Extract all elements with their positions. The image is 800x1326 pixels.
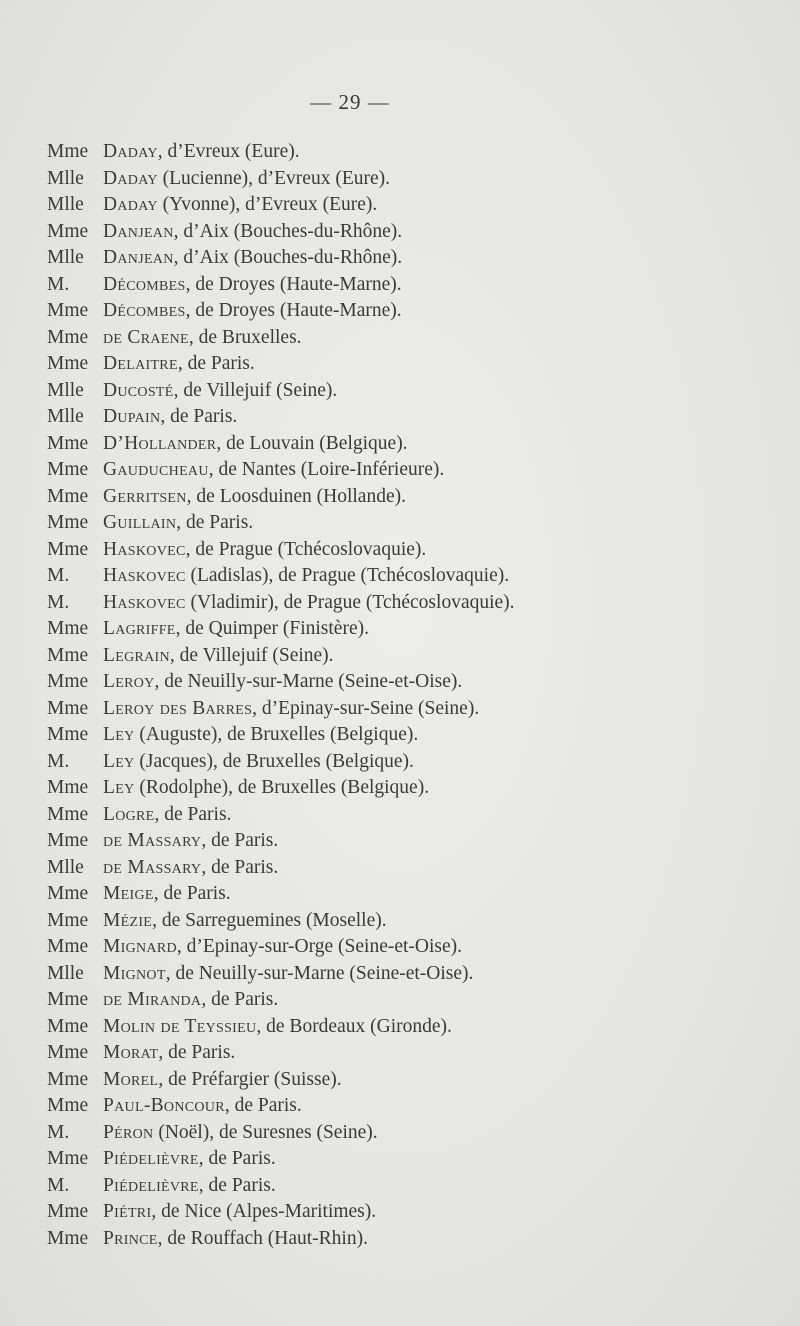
surname: Daday [103, 141, 158, 162]
list-item [47, 510, 515, 537]
honorific: Mlle [47, 247, 84, 268]
list-item [47, 378, 515, 405]
surname: Piétri [103, 1201, 152, 1222]
details: , de Paris. [198, 1174, 276, 1196]
surname: Haskovec [103, 538, 186, 560]
details: , de Villejuif (Seine). [169, 644, 334, 666]
surname: Leroy des Barres [103, 697, 253, 719]
honorific: Mme [47, 1068, 89, 1090]
surname: Ley [103, 724, 135, 745]
list-item [47, 351, 515, 378]
list-item [47, 1120, 515, 1147]
list-item [47, 245, 515, 272]
details: , d’Aix (Bouches-du-Rhône). [173, 220, 403, 242]
details: , d’Aix (Bouches-du-Rhône). [173, 247, 403, 268]
honorific: Mlle [47, 406, 84, 427]
list-item [47, 616, 515, 643]
details: , de Paris. [224, 1095, 302, 1116]
honorific: Mme [47, 538, 89, 560]
surname: Daday [103, 194, 158, 215]
list-item [47, 881, 515, 908]
honorific: Mme [47, 803, 89, 825]
details: , de Louvain (Belgique). [216, 432, 408, 454]
details: (Auguste), de Bruxelles (Belgique). [134, 724, 419, 745]
surname: Haskovec [103, 591, 186, 613]
surname: Prince [103, 1227, 158, 1249]
surname: Meige [103, 883, 154, 904]
details: , de Paris. [158, 1042, 236, 1063]
list-item [47, 775, 515, 802]
surname: Morat [103, 1042, 159, 1063]
surname: Mézie [103, 909, 153, 931]
details: , de Paris. [154, 803, 232, 825]
list-item [47, 272, 515, 299]
list-item [47, 139, 515, 166]
surname: Danjean [103, 247, 174, 268]
list-item [47, 934, 515, 961]
list-item [47, 219, 515, 246]
honorific: M. [47, 750, 70, 772]
list-item [47, 1014, 515, 1041]
details: (Vladimir), de Prague (Tchécoslovaquie). [185, 591, 515, 613]
surname: Péron [103, 1121, 154, 1143]
details: (Noël), de Suresnes (Seine). [153, 1121, 378, 1143]
page-number: — 29 — [310, 90, 390, 114]
honorific: Mme [47, 618, 89, 639]
list-item [47, 484, 515, 511]
list-item [47, 192, 515, 219]
honorific: Mme [47, 1148, 89, 1169]
honorific: Mme [47, 883, 89, 904]
honorific: Mme [47, 300, 89, 321]
surname: Mignot [103, 962, 166, 984]
details: , de Neuilly-sur-Marne (Seine-et-Oise). [165, 962, 474, 984]
details: (Ladislas), de Prague (Tchécoslovaquie). [185, 565, 510, 586]
details: , de Paris. [176, 512, 254, 533]
surname: Leroy [103, 671, 155, 692]
details: , de Nantes (Loire-Inférieure). [208, 459, 445, 480]
list-item [47, 855, 515, 882]
details: , de Bruxelles. [188, 326, 302, 348]
honorific: M. [47, 1174, 70, 1196]
surname: Décombes [103, 300, 186, 321]
details: (Yvonne), d’Evreux (Eure). [157, 194, 378, 215]
details: , de Paris. [201, 856, 279, 878]
details: , de Rouffach (Haut-Rhin). [157, 1227, 368, 1249]
details: , de Paris. [201, 830, 279, 851]
honorific: Mme [47, 485, 89, 507]
list-item [47, 961, 515, 988]
list-item [47, 722, 515, 749]
surname: de Massary [103, 856, 202, 878]
list-item [47, 669, 515, 696]
surname: Legrain [103, 644, 170, 666]
details: , de Paris. [198, 1148, 276, 1169]
honorific: Mme [47, 220, 89, 242]
list-item [47, 325, 515, 352]
honorific: Mme [47, 512, 89, 533]
honorific: Mme [47, 1015, 89, 1037]
honorific: M. [47, 273, 70, 295]
honorific: Mlle [47, 167, 84, 189]
surname: Delaitre [103, 353, 178, 374]
details: (Jacques), de Bruxelles (Belgique). [134, 750, 414, 772]
details: , de Villejuif (Seine). [173, 379, 338, 401]
list-item [47, 563, 515, 590]
surname: Daday [103, 167, 158, 189]
list-item [47, 166, 515, 193]
honorific: Mme [47, 644, 89, 666]
honorific: Mme [47, 1201, 89, 1222]
details: (Rodolphe), de Bruxelles (Belgique). [134, 777, 430, 798]
list-item [47, 908, 515, 935]
honorific: Mlle [47, 856, 84, 878]
honorific: Mme [47, 1042, 89, 1063]
surname: Dupain [103, 406, 161, 427]
details: , de Paris. [201, 989, 279, 1010]
list-item [47, 802, 515, 829]
details: , de Préfargier (Suisse). [158, 1068, 342, 1090]
honorific: Mme [47, 326, 89, 348]
honorific: Mme [47, 936, 89, 957]
honorific: Mme [47, 909, 89, 931]
honorific: M. [47, 591, 70, 613]
surname: Danjean [103, 220, 174, 242]
list-item [47, 1067, 515, 1094]
surname: Haskovec [103, 565, 186, 586]
honorific: Mme [47, 830, 89, 851]
surname: Paul-Boncour [103, 1095, 225, 1116]
list-item [47, 404, 515, 431]
honorific: Mme [47, 1227, 89, 1249]
honorific: Mme [47, 671, 89, 692]
surname: Mignard [103, 936, 177, 957]
list-item [47, 1226, 515, 1253]
honorific: Mme [47, 459, 89, 480]
list-item [47, 643, 515, 670]
list-item [47, 749, 515, 776]
list-item [47, 1146, 515, 1173]
honorific: Mme [47, 432, 89, 454]
honorific: Mlle [47, 962, 84, 984]
details: , de Loosduinen (Hollande). [186, 485, 406, 507]
list-item [47, 1093, 515, 1120]
surname: Morel [103, 1068, 159, 1090]
surname: Ley [103, 777, 135, 798]
list-item [47, 696, 515, 723]
surname: Piédelièvre [103, 1174, 199, 1196]
details: (Lucienne), d’Evreux (Eure). [157, 167, 391, 189]
list-item [47, 1199, 515, 1226]
honorific: M. [47, 565, 70, 586]
details: , de Droyes (Haute-Marne). [185, 273, 402, 295]
list-item [47, 298, 515, 325]
honorific: Mlle [47, 379, 84, 401]
list-item [47, 537, 515, 564]
honorific: Mme [47, 141, 89, 162]
details: , de Nice (Alpes-Maritimes). [151, 1201, 377, 1222]
surname: Gauducheau [103, 459, 209, 480]
details: , de Prague (Tchécoslovaquie). [185, 538, 427, 560]
surname: Logre [103, 803, 155, 825]
honorific: Mme [47, 724, 89, 745]
surname: Guillain [103, 512, 177, 533]
list-item [47, 828, 515, 855]
list-item [47, 431, 515, 458]
details: , de Paris. [177, 353, 255, 374]
surname: de Miranda [103, 989, 202, 1010]
member-list [47, 139, 515, 1252]
surname: Lagriffe [103, 618, 176, 639]
list-item [47, 1173, 515, 1200]
surname: D’Hollander [103, 432, 217, 454]
surname: Molin de Teyssieu [103, 1015, 257, 1037]
details: , d’Epinay-sur-Orge (Seine-et-Oise). [176, 936, 463, 957]
details: , de Paris. [153, 883, 231, 904]
details: , de Sarreguemines (Moselle). [152, 909, 387, 931]
honorific: Mme [47, 1095, 89, 1116]
list-item [47, 457, 515, 484]
list-item [47, 590, 515, 617]
surname: Décombes [103, 273, 186, 295]
surname: Gerritsen [103, 485, 187, 507]
surname: Ducosté [103, 379, 174, 401]
details: , de Droyes (Haute-Marne). [185, 300, 402, 321]
honorific: Mme [47, 989, 89, 1010]
details: , d’Epinay-sur-Seine (Seine). [252, 697, 480, 719]
list-item [47, 1040, 515, 1067]
honorific: M. [47, 1121, 70, 1143]
details: , de Paris. [160, 406, 238, 427]
honorific: Mme [47, 697, 89, 719]
list-item [47, 987, 515, 1014]
surname: de Massary [103, 830, 202, 851]
honorific: Mme [47, 353, 89, 374]
details: , d’Evreux (Eure). [157, 141, 300, 162]
details: , de Neuilly-sur-Marne (Seine-et-Oise). [154, 671, 463, 692]
honorific: Mme [47, 777, 89, 798]
details: , de Bordeaux (Gironde). [256, 1015, 452, 1037]
honorific: Mlle [47, 194, 84, 215]
surname: Ley [103, 750, 135, 772]
surname: de Craene [103, 326, 189, 348]
details: , de Quimper (Finistère). [175, 618, 369, 639]
surname: Piédelièvre [103, 1148, 199, 1169]
